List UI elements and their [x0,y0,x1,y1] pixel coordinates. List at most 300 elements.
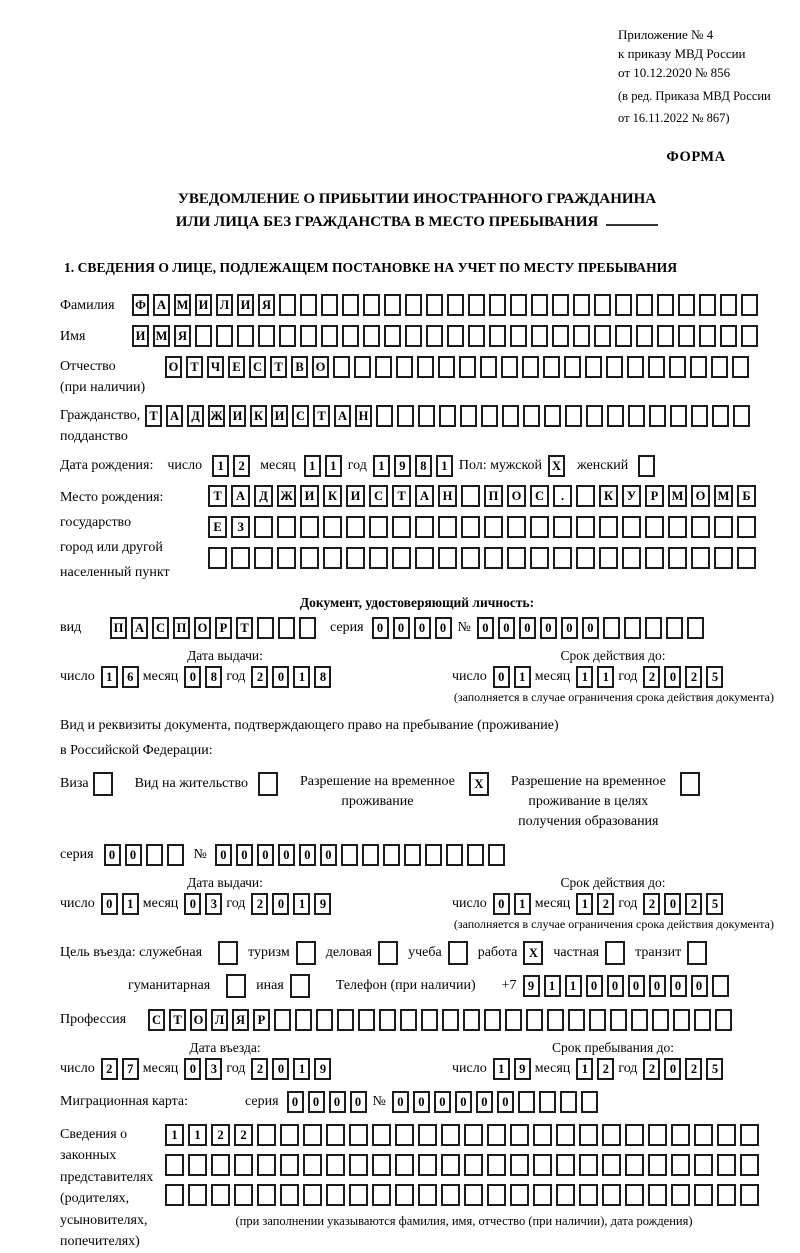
form-cell[interactable] [278,617,295,639]
form-cell[interactable] [341,844,358,866]
form-cell[interactable]: 0 [498,617,515,639]
form-cell[interactable] [258,772,278,796]
form-cell[interactable] [579,1124,598,1146]
form-cell[interactable]: 0 [435,617,452,639]
form-cell[interactable] [438,547,457,569]
form-cell[interactable] [579,1184,598,1206]
form-cell[interactable]: 1 [293,1058,310,1080]
form-cell[interactable]: 0 [308,1091,325,1113]
form-cell[interactable] [717,1154,736,1176]
form-cell[interactable]: 2 [251,666,268,688]
form-cell[interactable]: И [132,325,149,347]
form-cell[interactable] [418,405,435,427]
form-cell[interactable] [671,1154,690,1176]
form-cell[interactable] [165,1154,184,1176]
form-cell[interactable]: 0 [278,844,295,866]
form-cell[interactable]: 0 [184,666,201,688]
form-cell[interactable] [717,1124,736,1146]
form-cell[interactable] [678,325,695,347]
form-cell[interactable] [446,844,463,866]
form-cell[interactable]: И [271,405,288,427]
form-cell[interactable]: Я [232,1009,249,1031]
form-cell[interactable] [699,325,716,347]
form-cell[interactable] [502,405,519,427]
form-cell[interactable]: 0 [101,893,118,915]
form-cell[interactable] [463,1009,480,1031]
form-cell[interactable] [645,516,664,538]
form-cell[interactable]: 0 [413,1091,430,1113]
form-cell[interactable] [530,547,549,569]
form-cell[interactable]: И [237,294,254,316]
form-cell[interactable] [468,325,485,347]
form-cell[interactable] [507,516,526,538]
form-cell[interactable]: З [231,516,250,538]
form-cell[interactable] [405,325,422,347]
form-cell[interactable]: О [190,1009,207,1031]
form-cell[interactable]: 1 [122,893,139,915]
form-cell[interactable]: 9 [314,893,331,915]
form-cell[interactable]: 1 [576,893,593,915]
form-cell[interactable] [648,1124,667,1146]
form-cell[interactable]: 2 [643,893,660,915]
form-cell[interactable] [636,325,653,347]
form-cell[interactable] [615,325,632,347]
form-cell[interactable] [300,294,317,316]
form-cell[interactable]: Т [186,356,203,378]
form-cell[interactable] [666,617,683,639]
form-cell[interactable]: С [152,617,169,639]
form-cell[interactable] [464,1154,483,1176]
form-cell[interactable] [438,516,457,538]
form-cell[interactable] [300,325,317,347]
form-cell[interactable]: 0 [414,617,431,639]
form-cell[interactable] [624,617,641,639]
form-cell[interactable]: 1 [597,666,614,688]
form-cell[interactable] [712,975,729,997]
form-cell[interactable] [678,294,695,316]
form-cell[interactable] [438,356,455,378]
form-cell[interactable] [349,1154,368,1176]
form-cell[interactable] [392,547,411,569]
form-cell[interactable]: 0 [215,844,232,866]
form-cell[interactable] [737,547,756,569]
form-cell[interactable]: О [691,485,710,507]
form-cell[interactable] [337,1009,354,1031]
form-cell[interactable] [530,516,549,538]
form-cell[interactable]: 0 [561,617,578,639]
form-cell[interactable]: К [323,485,342,507]
form-cell[interactable]: 9 [523,975,540,997]
form-cell[interactable] [417,356,434,378]
form-cell[interactable] [670,405,687,427]
form-cell[interactable] [573,294,590,316]
form-cell[interactable] [323,516,342,538]
form-cell[interactable] [568,1009,585,1031]
form-cell[interactable] [369,516,388,538]
form-cell[interactable] [553,547,572,569]
form-cell[interactable]: С [530,485,549,507]
form-cell[interactable]: Ф [132,294,149,316]
form-cell[interactable] [507,547,526,569]
form-cell[interactable] [464,1184,483,1206]
form-cell[interactable] [290,974,310,998]
form-cell[interactable]: 0 [455,1091,472,1113]
form-cell[interactable] [625,1154,644,1176]
form-cell[interactable] [599,547,618,569]
form-cell[interactable] [599,516,618,538]
form-cell[interactable] [349,1124,368,1146]
form-cell[interactable]: О [312,356,329,378]
form-cell[interactable]: Д [187,405,204,427]
form-cell[interactable]: Р [215,617,232,639]
form-cell[interactable]: 5 [706,666,723,688]
form-cell[interactable]: 7 [122,1058,139,1080]
form-cell[interactable] [589,1009,606,1031]
form-cell[interactable]: 0 [477,617,494,639]
form-cell[interactable]: 0 [540,617,557,639]
form-cell[interactable] [237,325,254,347]
form-cell[interactable] [487,1154,506,1176]
form-cell[interactable]: П [484,485,503,507]
form-cell[interactable]: 0 [664,1058,681,1080]
form-cell[interactable] [384,294,401,316]
form-cell[interactable] [553,516,572,538]
form-cell[interactable] [439,405,456,427]
form-cell[interactable] [669,356,686,378]
form-cell[interactable] [303,1124,322,1146]
form-cell[interactable] [576,485,595,507]
form-cell[interactable] [375,356,392,378]
form-cell[interactable] [671,1184,690,1206]
form-cell[interactable]: М [174,294,191,316]
form-cell[interactable]: 0 [607,975,624,997]
form-cell[interactable] [691,516,710,538]
form-cell[interactable] [607,405,624,427]
form-cell[interactable] [447,325,464,347]
form-cell[interactable] [694,1184,713,1206]
form-cell[interactable] [556,1154,575,1176]
form-cell[interactable] [425,844,442,866]
form-cell[interactable] [531,325,548,347]
form-cell[interactable] [326,1154,345,1176]
form-cell[interactable]: 2 [211,1124,230,1146]
form-cell[interactable] [594,325,611,347]
form-cell[interactable] [687,941,707,965]
form-cell[interactable] [714,516,733,538]
form-cell[interactable] [488,844,505,866]
form-cell[interactable] [395,1154,414,1176]
form-cell[interactable] [715,1009,732,1031]
form-cell[interactable] [396,356,413,378]
form-cell[interactable]: 1 [493,1058,510,1080]
form-cell[interactable] [638,455,655,477]
form-cell[interactable] [576,547,595,569]
form-cell[interactable] [602,1184,621,1206]
form-cell[interactable] [397,405,414,427]
form-cell[interactable] [484,516,503,538]
form-cell[interactable] [231,547,250,569]
form-cell[interactable] [518,1091,535,1113]
form-cell[interactable] [586,405,603,427]
form-cell[interactable] [510,294,527,316]
form-cell[interactable]: 0 [236,844,253,866]
form-cell[interactable]: 2 [643,666,660,688]
form-cell[interactable] [441,1184,460,1206]
form-cell[interactable]: О [507,485,526,507]
form-cell[interactable] [690,356,707,378]
form-cell[interactable] [299,617,316,639]
form-cell[interactable]: 0 [392,1091,409,1113]
form-cell[interactable]: А [131,617,148,639]
form-cell[interactable] [460,405,477,427]
form-cell[interactable]: Б [737,485,756,507]
form-cell[interactable] [657,294,674,316]
form-cell[interactable]: 1 [325,455,342,477]
form-cell[interactable]: 9 [514,1058,531,1080]
form-cell[interactable] [415,516,434,538]
form-cell[interactable]: 2 [101,1058,118,1080]
form-cell[interactable] [418,1184,437,1206]
form-cell[interactable] [510,1154,529,1176]
form-cell[interactable]: 1 [514,893,531,915]
form-cell[interactable] [694,1124,713,1146]
form-cell[interactable] [279,325,296,347]
form-cell[interactable] [342,325,359,347]
form-cell[interactable] [680,772,700,796]
form-cell[interactable] [581,1091,598,1113]
form-cell[interactable] [257,617,274,639]
form-cell[interactable]: П [110,617,127,639]
form-cell[interactable] [544,405,561,427]
form-cell[interactable] [691,405,708,427]
form-cell[interactable]: 0 [299,844,316,866]
form-cell[interactable] [668,547,687,569]
form-cell[interactable] [468,294,485,316]
form-cell[interactable] [533,1154,552,1176]
form-cell[interactable]: 2 [233,455,250,477]
form-cell[interactable]: 1 [293,893,310,915]
form-cell[interactable]: 0 [586,975,603,997]
form-cell[interactable]: Т [145,405,162,427]
form-cell[interactable]: Е [208,516,227,538]
form-cell[interactable] [740,1124,759,1146]
form-cell[interactable]: 0 [257,844,274,866]
form-cell[interactable] [552,294,569,316]
form-cell[interactable]: 1 [212,455,229,477]
form-cell[interactable] [615,294,632,316]
form-cell[interactable] [447,294,464,316]
form-cell[interactable]: 0 [476,1091,493,1113]
form-cell[interactable] [489,325,506,347]
form-cell[interactable]: С [148,1009,165,1031]
form-cell[interactable]: 0 [649,975,666,997]
form-cell[interactable] [699,294,716,316]
form-cell[interactable] [579,1154,598,1176]
form-cell[interactable] [481,405,498,427]
form-cell[interactable] [564,356,581,378]
form-cell[interactable]: 0 [434,1091,451,1113]
form-cell[interactable] [461,516,480,538]
form-cell[interactable] [167,844,184,866]
form-cell[interactable]: 2 [685,1058,702,1080]
form-cell[interactable]: У [622,485,641,507]
form-cell[interactable]: 0 [184,1058,201,1080]
form-cell[interactable]: 0 [104,844,121,866]
form-cell[interactable] [487,1124,506,1146]
form-cell[interactable] [480,356,497,378]
form-cell[interactable]: А [166,405,183,427]
form-cell[interactable] [234,1184,253,1206]
form-cell[interactable] [257,1124,276,1146]
form-cell[interactable]: 3 [205,1058,222,1080]
form-cell[interactable]: 1 [576,1058,593,1080]
form-cell[interactable] [188,1184,207,1206]
form-cell[interactable] [648,356,665,378]
form-cell[interactable]: О [165,356,182,378]
form-cell[interactable]: 0 [393,617,410,639]
form-cell[interactable] [333,356,350,378]
form-cell[interactable] [487,1184,506,1206]
form-cell[interactable]: П [173,617,190,639]
form-cell[interactable]: 8 [205,666,222,688]
form-cell[interactable]: 2 [643,1058,660,1080]
form-cell[interactable] [441,1124,460,1146]
form-cell[interactable]: 8 [314,666,331,688]
form-cell[interactable] [280,1154,299,1176]
form-cell[interactable] [362,844,379,866]
form-cell[interactable] [257,1184,276,1206]
form-cell[interactable] [522,356,539,378]
form-cell[interactable]: 0 [493,666,510,688]
form-cell[interactable] [714,547,733,569]
form-cell[interactable]: О [194,617,211,639]
form-cell[interactable]: Я [174,325,191,347]
form-cell[interactable] [556,1184,575,1206]
form-cell[interactable]: Т [313,405,330,427]
form-cell[interactable]: 1 [576,666,593,688]
form-cell[interactable] [602,1154,621,1176]
form-cell[interactable] [740,1154,759,1176]
form-cell[interactable] [280,1184,299,1206]
form-cell[interactable]: Р [645,485,664,507]
form-cell[interactable] [649,405,666,427]
form-cell[interactable]: 1 [165,1124,184,1146]
form-cell[interactable] [383,844,400,866]
form-cell[interactable]: 0 [519,617,536,639]
form-cell[interactable] [461,547,480,569]
form-cell[interactable]: 0 [329,1091,346,1113]
form-cell[interactable]: А [334,405,351,427]
form-cell[interactable] [421,1009,438,1031]
form-cell[interactable] [211,1154,230,1176]
form-cell[interactable] [484,1009,501,1031]
form-cell[interactable]: 0 [125,844,142,866]
form-cell[interactable] [510,1184,529,1206]
form-cell[interactable] [372,1154,391,1176]
form-cell[interactable] [510,325,527,347]
form-cell[interactable] [218,941,238,965]
form-cell[interactable] [603,617,620,639]
form-cell[interactable] [539,1091,556,1113]
form-cell[interactable]: 1 [373,455,390,477]
form-cell[interactable] [631,1009,648,1031]
form-cell[interactable]: 1 [436,455,453,477]
form-cell[interactable] [510,1124,529,1146]
form-cell[interactable] [405,294,422,316]
form-cell[interactable] [392,516,411,538]
form-cell[interactable]: 9 [394,455,411,477]
form-cell[interactable] [533,1124,552,1146]
form-cell[interactable] [280,1124,299,1146]
form-cell[interactable] [531,294,548,316]
form-cell[interactable] [717,1184,736,1206]
form-cell[interactable]: 1 [188,1124,207,1146]
form-cell[interactable]: 0 [664,666,681,688]
form-cell[interactable] [671,1124,690,1146]
form-cell[interactable] [668,516,687,538]
form-cell[interactable] [556,1124,575,1146]
form-cell[interactable] [489,294,506,316]
form-cell[interactable]: X [469,772,489,796]
form-cell[interactable] [720,325,737,347]
form-cell[interactable]: 0 [670,975,687,997]
form-cell[interactable] [384,325,401,347]
form-cell[interactable] [622,547,641,569]
form-cell[interactable] [378,941,398,965]
form-cell[interactable] [552,325,569,347]
form-cell[interactable]: Ж [277,485,296,507]
form-cell[interactable]: Т [169,1009,186,1031]
form-cell[interactable]: К [599,485,618,507]
form-cell[interactable]: С [369,485,388,507]
form-cell[interactable] [277,547,296,569]
form-cell[interactable] [594,294,611,316]
form-cell[interactable] [636,294,653,316]
form-cell[interactable] [358,1009,375,1031]
form-cell[interactable] [691,547,710,569]
form-cell[interactable] [354,356,371,378]
form-cell[interactable] [627,356,644,378]
form-cell[interactable]: 6 [122,666,139,688]
form-cell[interactable] [505,1009,522,1031]
form-cell[interactable]: С [292,405,309,427]
form-cell[interactable] [606,356,623,378]
form-cell[interactable] [441,1154,460,1176]
form-cell[interactable] [645,547,664,569]
form-cell[interactable] [93,772,113,796]
form-cell[interactable] [687,617,704,639]
form-cell[interactable]: 1 [514,666,531,688]
form-cell[interactable] [523,405,540,427]
form-cell[interactable]: В [291,356,308,378]
form-cell[interactable] [303,1154,322,1176]
form-cell[interactable] [376,405,393,427]
form-cell[interactable]: М [153,325,170,347]
form-cell[interactable] [533,1184,552,1206]
form-cell[interactable] [733,405,750,427]
form-cell[interactable]: Т [236,617,253,639]
form-cell[interactable]: Т [270,356,287,378]
form-cell[interactable]: 0 [350,1091,367,1113]
form-cell[interactable]: 0 [497,1091,514,1113]
form-cell[interactable]: 1 [101,666,118,688]
form-cell[interactable] [279,294,296,316]
form-cell[interactable] [300,547,319,569]
form-cell[interactable] [628,405,645,427]
form-cell[interactable] [226,974,246,998]
form-cell[interactable]: 0 [372,617,389,639]
form-cell[interactable] [303,1184,322,1206]
